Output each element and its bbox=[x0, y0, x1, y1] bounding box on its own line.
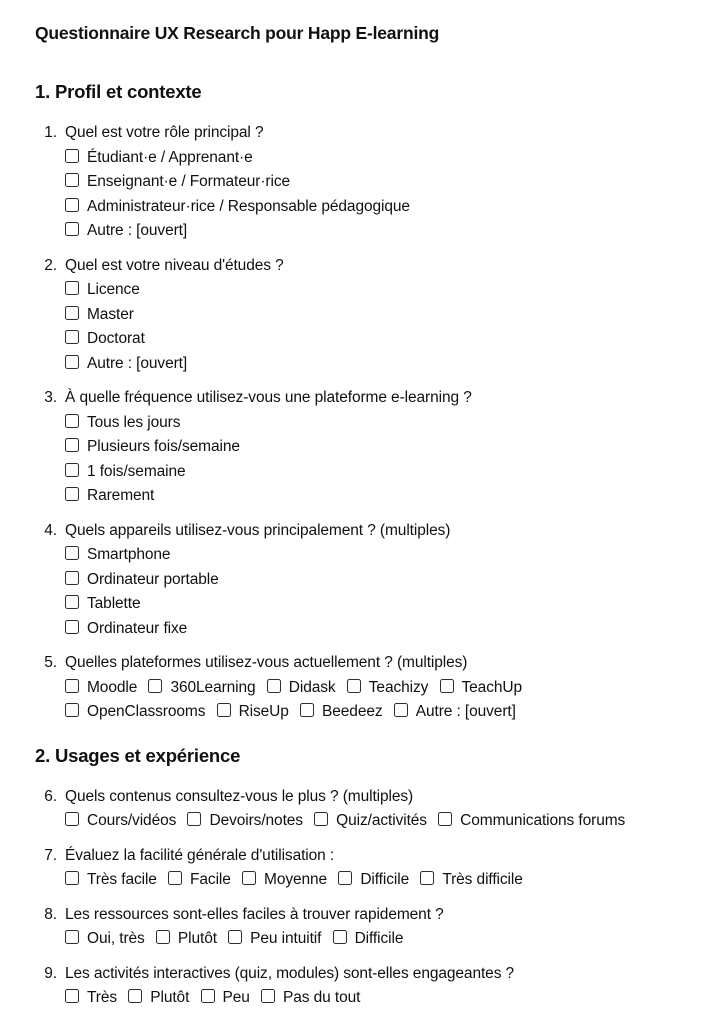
option-line bbox=[65, 352, 692, 377]
checkbox-option-label: RiseUp bbox=[238, 703, 289, 720]
checkbox-option-label: Peu bbox=[222, 989, 250, 1006]
checkbox-icon[interactable] bbox=[65, 571, 79, 585]
question-item bbox=[35, 962, 692, 1011]
question-item bbox=[35, 121, 692, 244]
question-options bbox=[65, 868, 692, 893]
checkbox-icon[interactable] bbox=[65, 871, 79, 885]
checkbox-option-label: Ordinateur portable bbox=[87, 570, 219, 588]
checkbox-icon[interactable] bbox=[65, 438, 79, 452]
checkbox-icon[interactable] bbox=[128, 989, 142, 1003]
checkbox-icon[interactable] bbox=[65, 330, 79, 344]
checkbox-icon[interactable] bbox=[65, 306, 79, 320]
checkbox-option-label: Oui, très bbox=[87, 930, 145, 947]
checkbox-icon[interactable] bbox=[65, 355, 79, 369]
option-line bbox=[65, 435, 692, 460]
checkbox-option[interactable] bbox=[347, 679, 429, 696]
checkbox-option[interactable] bbox=[438, 812, 625, 829]
option-line bbox=[65, 411, 692, 436]
question-item bbox=[35, 844, 692, 893]
option-line bbox=[65, 219, 692, 244]
checkbox-option[interactable] bbox=[65, 281, 140, 298]
checkbox-icon[interactable] bbox=[314, 812, 328, 826]
question-options bbox=[65, 146, 692, 244]
question-text: Évaluez la facilité générale d'utilisation : bbox=[65, 846, 335, 864]
question-number: 4. bbox=[44, 521, 57, 539]
option-line bbox=[65, 327, 692, 352]
checkbox-option-label: Tous les jours bbox=[87, 413, 181, 431]
checkbox-option[interactable] bbox=[65, 871, 157, 888]
question-options bbox=[65, 676, 692, 725]
question-options bbox=[65, 809, 692, 834]
checkbox-icon[interactable] bbox=[440, 679, 454, 693]
checkbox-icon[interactable] bbox=[187, 812, 201, 826]
checkbox-option[interactable] bbox=[65, 438, 240, 455]
checkbox-icon[interactable] bbox=[347, 679, 361, 693]
checkbox-option-label: Rarement bbox=[87, 487, 155, 504]
question-number: 9. bbox=[44, 964, 57, 982]
option-line bbox=[65, 278, 692, 303]
checkbox-option-label: Difficile bbox=[360, 871, 410, 888]
checkbox-option[interactable] bbox=[261, 989, 360, 1006]
checkbox-option[interactable] bbox=[65, 595, 141, 612]
checkbox-icon[interactable] bbox=[65, 222, 79, 236]
checkbox-option-label: Tablette bbox=[87, 595, 141, 612]
checkbox-option[interactable] bbox=[65, 222, 187, 239]
checkbox-icon[interactable] bbox=[201, 989, 215, 1003]
checkbox-option-label: Plusieurs fois/semaine bbox=[87, 438, 240, 455]
checkbox-option-label: Étudiant·e / Apprenant·e bbox=[87, 148, 253, 166]
checkbox-option[interactable] bbox=[65, 989, 117, 1006]
checkbox-option[interactable] bbox=[65, 355, 187, 372]
question-text: Les activités interactives (quiz, modules) sont-elles engageantes ? bbox=[65, 964, 515, 982]
checkbox-icon[interactable] bbox=[65, 414, 79, 428]
checkbox-icon[interactable] bbox=[65, 679, 79, 693]
checkbox-option-label: Beedeez bbox=[322, 703, 383, 720]
checkbox-option-label: Très bbox=[87, 989, 118, 1006]
checkbox-option-label: Quiz/activités bbox=[336, 812, 427, 829]
checkbox-option[interactable] bbox=[440, 679, 522, 696]
checkbox-option-label: Cours/vidéos bbox=[87, 812, 177, 829]
checkbox-icon[interactable] bbox=[156, 930, 170, 944]
checkbox-option-label: Très facile bbox=[87, 871, 157, 888]
question-number: 7. bbox=[44, 846, 57, 864]
checkbox-icon[interactable] bbox=[148, 679, 162, 693]
option-line bbox=[65, 986, 692, 1011]
checkbox-icon[interactable] bbox=[65, 198, 79, 212]
checkbox-icon[interactable] bbox=[333, 930, 347, 944]
checkbox-option[interactable] bbox=[228, 930, 321, 947]
checkbox-icon[interactable] bbox=[65, 173, 79, 187]
checkbox-option[interactable] bbox=[168, 871, 231, 888]
checkbox-option-label: Autre : [ouvert] bbox=[87, 354, 188, 372]
option-line bbox=[65, 170, 692, 195]
checkbox-option-label: 360Learning bbox=[170, 678, 256, 696]
question-options bbox=[65, 278, 692, 376]
question-item bbox=[35, 254, 692, 377]
question-options bbox=[65, 411, 692, 509]
option-line bbox=[65, 484, 692, 509]
checkbox-icon[interactable] bbox=[217, 703, 231, 717]
checkbox-icon[interactable] bbox=[65, 546, 79, 560]
question-number: 2. bbox=[44, 256, 57, 274]
option-line bbox=[65, 927, 692, 952]
checkbox-option[interactable] bbox=[65, 812, 176, 829]
checkbox-option[interactable] bbox=[65, 330, 145, 347]
checkbox-option-label: Autre : [ouvert] bbox=[415, 703, 516, 720]
checkbox-icon[interactable] bbox=[65, 989, 79, 1003]
checkbox-option[interactable] bbox=[65, 306, 134, 323]
option-line bbox=[65, 868, 692, 893]
checkbox-icon[interactable] bbox=[168, 871, 182, 885]
checkbox-option-label: Didask bbox=[288, 678, 336, 696]
checkbox-option-label: Ordinateur fixe bbox=[87, 619, 188, 637]
question-text: Les ressources sont-elles faciles à trouver rapidement ? bbox=[65, 905, 444, 923]
checkbox-option[interactable] bbox=[333, 930, 404, 947]
checkbox-icon[interactable] bbox=[438, 812, 452, 826]
checkbox-option[interactable] bbox=[65, 414, 180, 431]
option-line bbox=[65, 617, 692, 642]
checkbox-option-label: OpenClassrooms bbox=[87, 703, 206, 720]
checkbox-icon[interactable] bbox=[420, 871, 434, 885]
question-list bbox=[35, 121, 692, 725]
question-options bbox=[65, 986, 692, 1011]
checkbox-option[interactable] bbox=[300, 703, 383, 720]
question-number: 3. bbox=[44, 389, 57, 406]
checkbox-option-label: Master bbox=[87, 305, 134, 323]
checkbox-option-label: Moodle bbox=[87, 678, 138, 696]
checkbox-icon[interactable] bbox=[65, 149, 79, 163]
option-line bbox=[65, 809, 692, 834]
option-line bbox=[65, 543, 692, 568]
document-title: Questionnaire UX Research pour Happ E-learning bbox=[35, 23, 440, 43]
checkbox-option[interactable] bbox=[65, 930, 145, 947]
question-options bbox=[65, 927, 692, 952]
checkbox-option-label: Pas du tout bbox=[283, 989, 361, 1006]
checkbox-option-label: Devoirs/notes bbox=[209, 812, 303, 829]
question-number: 8. bbox=[44, 905, 57, 923]
question-item bbox=[35, 386, 692, 509]
question-text: Quelles plateformes utilisez-vous actuellement ? (multiples) bbox=[65, 654, 468, 671]
checkbox-option-label: Moyenne bbox=[264, 871, 328, 888]
checkbox-icon[interactable] bbox=[228, 930, 242, 944]
checkbox-option[interactable] bbox=[65, 463, 186, 480]
checkbox-option[interactable] bbox=[65, 546, 170, 563]
checkbox-option[interactable] bbox=[65, 571, 219, 588]
checkbox-option-label: Très difficile bbox=[442, 871, 523, 888]
option-line bbox=[65, 146, 692, 171]
option-line bbox=[65, 676, 692, 701]
question-text: Quel est votre niveau d'études ? bbox=[65, 256, 284, 274]
checkbox-option-label: Licence bbox=[87, 281, 140, 298]
option-line bbox=[65, 195, 692, 220]
checkbox-option[interactable] bbox=[394, 703, 516, 720]
checkbox-option-label: Difficile bbox=[354, 930, 404, 947]
checkbox-option[interactable] bbox=[65, 149, 253, 166]
section bbox=[35, 743, 692, 1011]
checkbox-icon[interactable] bbox=[65, 703, 79, 717]
checkbox-option[interactable] bbox=[65, 487, 154, 504]
checkbox-option[interactable] bbox=[65, 173, 290, 190]
question-item bbox=[35, 519, 692, 642]
checkbox-option[interactable] bbox=[187, 812, 302, 829]
checkbox-icon[interactable] bbox=[65, 812, 79, 826]
option-line bbox=[65, 303, 692, 328]
checkbox-option-label: Doctorat bbox=[87, 330, 145, 347]
option-line bbox=[65, 592, 692, 617]
question-number: 1. bbox=[44, 124, 57, 141]
section-heading-1: 1. Profil et contexte bbox=[35, 81, 202, 102]
checkbox-option-label: 1 fois/semaine bbox=[87, 462, 186, 480]
checkbox-option[interactable] bbox=[201, 989, 250, 1006]
checkbox-option-label: Autre : [ouvert] bbox=[87, 222, 188, 239]
checkbox-icon[interactable] bbox=[65, 487, 79, 501]
checkbox-icon[interactable] bbox=[242, 871, 256, 885]
checkbox-option[interactable] bbox=[65, 703, 205, 720]
question-text: Quel est votre rôle principal ? bbox=[65, 124, 264, 141]
checkbox-option[interactable] bbox=[314, 812, 427, 829]
checkbox-icon[interactable] bbox=[65, 620, 79, 634]
checkbox-option-label: Enseignant·e / Formateur·rice bbox=[87, 173, 290, 190]
question-text: À quelle fréquence utilisez-vous une plateforme e-learning ? bbox=[65, 389, 472, 406]
checkbox-option[interactable] bbox=[156, 930, 217, 947]
checkbox-icon[interactable] bbox=[261, 989, 275, 1003]
checkbox-icon[interactable] bbox=[338, 871, 352, 885]
checkbox-icon[interactable] bbox=[394, 703, 408, 717]
checkbox-option-label: Teachizy bbox=[368, 678, 429, 696]
checkbox-icon[interactable] bbox=[267, 679, 281, 693]
option-line bbox=[65, 700, 692, 725]
checkbox-option-label: Communications forums bbox=[460, 812, 626, 829]
question-options bbox=[65, 543, 692, 641]
checkbox-option-label: Plutôt bbox=[150, 989, 190, 1006]
checkbox-option[interactable] bbox=[217, 703, 289, 720]
checkbox-option-label: Peu intuitif bbox=[250, 930, 322, 947]
checkbox-option[interactable] bbox=[128, 989, 189, 1006]
question-item bbox=[35, 651, 692, 725]
checkbox-option[interactable] bbox=[242, 871, 327, 888]
checkbox-icon[interactable] bbox=[65, 595, 79, 609]
option-line bbox=[65, 568, 692, 593]
option-line bbox=[65, 460, 692, 485]
question-text: Quels contenus consultez-vous le plus ? (multiples) bbox=[65, 787, 414, 805]
checkbox-option-label: Smartphone bbox=[87, 546, 171, 563]
section bbox=[35, 79, 692, 725]
checkbox-icon[interactable] bbox=[65, 930, 79, 944]
checkbox-option[interactable] bbox=[65, 620, 187, 637]
question-item bbox=[35, 903, 692, 952]
checkbox-option-label: Administrateur·rice / Responsable pédagogique bbox=[87, 197, 410, 215]
question-list bbox=[35, 785, 692, 1011]
checkbox-option[interactable] bbox=[65, 679, 137, 696]
checkbox-icon[interactable] bbox=[65, 463, 79, 477]
question-text: Quels appareils utilisez-vous principalement ? (multiples) bbox=[65, 521, 451, 539]
sections-container bbox=[35, 79, 692, 1011]
checkbox-option[interactable] bbox=[338, 871, 409, 888]
checkbox-option-label: Facile bbox=[190, 871, 231, 888]
checkbox-option[interactable] bbox=[420, 871, 522, 888]
checkbox-option-label: Plutôt bbox=[177, 930, 217, 947]
checkbox-option[interactable] bbox=[65, 198, 410, 215]
checkbox-icon[interactable] bbox=[65, 281, 79, 295]
question-number: 6. bbox=[44, 787, 57, 805]
checkbox-icon[interactable] bbox=[300, 703, 314, 717]
section-heading-2: 2. Usages et expérience bbox=[35, 744, 241, 766]
checkbox-option[interactable] bbox=[267, 679, 336, 696]
checkbox-option-label: TeachUp bbox=[461, 678, 522, 696]
question-item bbox=[35, 785, 692, 834]
question-number: 5. bbox=[44, 654, 57, 671]
checkbox-option[interactable] bbox=[148, 679, 255, 696]
